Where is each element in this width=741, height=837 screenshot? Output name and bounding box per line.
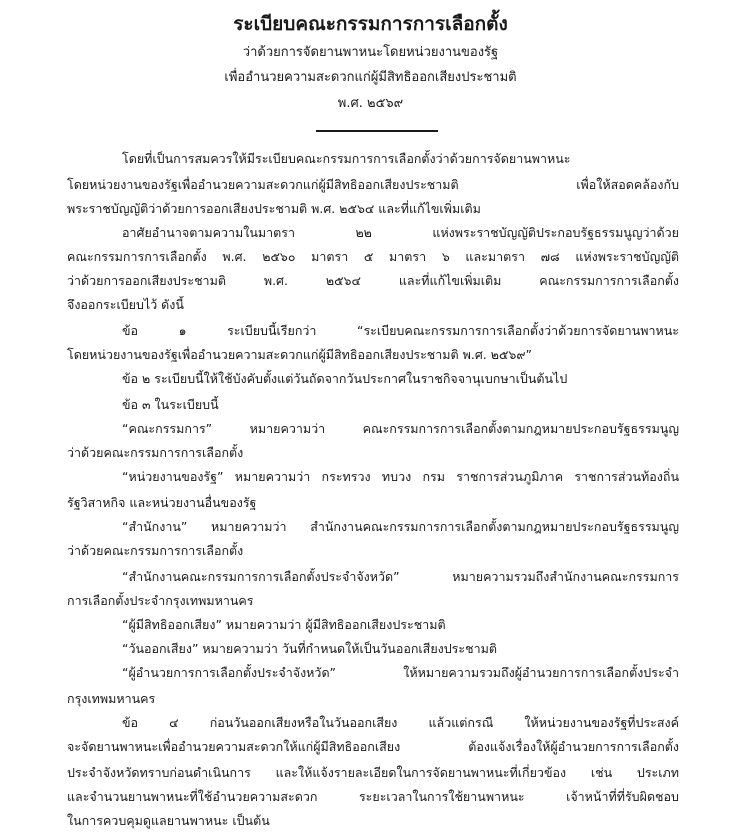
body-line: “หน่วยงานของรัฐ” หมายความว่า กระทรวง ทบวง กรม ราชการส่วนภูมิภาค ราชการส่วนท้องถิ่น bbox=[122, 469, 679, 484]
body-line: และจำนวนยานพาหนะที่ใช้อำนวยความสะดวก ระยะเวลาในการใช้ยานพาหนะ เจ้าหน้าที่ที่รับผิดชอบ bbox=[67, 789, 679, 804]
body-line: ว่าด้วยคณะกรรมการการเลือกตั้ง bbox=[67, 543, 244, 558]
body-line: คณะกรรมการการเลือกตั้ง พ.ศ. ๒๕๖๐ มาตรา ๕ มาตรา ๖ และมาตรา ๗๘ แห่งพระราชบัญญัติ bbox=[67, 249, 679, 264]
body-line: “วันออกเสียง” หมายความว่า วันที่กำหนดให้เป็นวันออกเสียงประชามติ bbox=[122, 641, 497, 656]
body-line: การเลือกตั้งประจำกรุงเทพมหานคร bbox=[67, 593, 254, 608]
body-line: “ผู้อำนวยการการเลือกตั้งประจำจังหวัด” ให้หมายความรวมถึงผู้อำนวยการการเลือกตั้งประจำ bbox=[122, 665, 679, 680]
body-line: จึงออกระเบียบไว้ ดังนี้ bbox=[67, 297, 184, 312]
body-line: โดยหน่วยงานของรัฐเพื่ออำนวยความสะดวกแก่ผู้มีสิทธิออกเสียงประชามติ พ.ศ. ๒๕๖๙” bbox=[67, 347, 532, 362]
body-line: โดยหน่วยงานของรัฐเพื่ออำนวยความสะดวกแก่ผู้มีสิทธิออกเสียงประชามติ เพื่อให้สอดคล้องกับ bbox=[67, 177, 679, 192]
body-line: ประจำจังหวัดทราบก่อนดำเนินการ และให้แจ้งรายละเอียดในการจัดยานพาหนะที่เกี่ยวข้อง เช่น ประเภท bbox=[67, 765, 679, 780]
body-line: ว่าด้วยคณะกรรมการการเลือกตั้ง bbox=[67, 445, 244, 460]
document-subtitle-2: เพื่ออำนวยความสะดวกแก่ผู้มีสิทธิออกเสียงประชามติ bbox=[224, 70, 517, 85]
document-title: ระเบียบคณะกรรมการการเลือกตั้ง bbox=[233, 13, 508, 35]
body-line: จะจัดยานพาหนะเพื่ออำนวยความสะดวกให้แก่ผู้มีสิทธิออกเสียง ต้องแจ้งเรื่องให้ผู้อำนวยการการเลือกตั้ง bbox=[67, 739, 679, 754]
body-line: โดยที่เป็นการสมควรให้มีระเบียบคณะกรรมการการเลือกตั้งว่าด้วยการจัดยานพาหนะ bbox=[122, 151, 571, 166]
title-divider bbox=[316, 130, 438, 132]
body-line: ว่าด้วยการออกเสียงประชามติ พ.ศ. ๒๕๖๔ และที่แก้ไขเพิ่มเติม คณะกรรมการการเลือกตั้ง bbox=[67, 273, 679, 288]
body-line: ข้อ ๒ ระเบียบนี้ให้ใช้บังคับตั้งแต่วันถัดจากวันประกาศในราชกิจจานุเบกษาเป็นต้นไป bbox=[122, 371, 568, 386]
body-line: “คณะกรรมการ” หมายความว่า คณะกรรมการการเลือกตั้งตามกฎหมายประกอบรัฐธรรมนูญ bbox=[122, 421, 679, 436]
body-line: ข้อ ๔ ก่อนวันออกเสียงหรือในวันออกเสียง แล้วแต่กรณี ให้หน่วยงานของรัฐที่ประสงค์ bbox=[122, 715, 679, 730]
body-line: พระราชบัญญัติว่าด้วยการออกเสียงประชามติ พ.ศ. ๒๕๖๔ และที่แก้ไขเพิ่มเติม bbox=[67, 201, 481, 216]
document-subtitle-1: ว่าด้วยการจัดยานพาหนะโดยหน่วยงานของรัฐ bbox=[242, 45, 499, 60]
body-line: อาศัยอำนาจตามความในมาตรา ๒๒ แห่งพระราชบัญญัติประกอบรัฐธรรมนูญว่าด้วย bbox=[122, 225, 679, 240]
document-year: พ.ศ. ๒๕๖๙ bbox=[337, 96, 404, 111]
body-line: ข้อ ๑ ระเบียบนี้เรียกว่า “ระเบียบคณะกรรมการการเลือกตั้งว่าด้วยการจัดยานพาหนะ bbox=[122, 323, 679, 338]
body-line: “สำนักงานคณะกรรมการการเลือกตั้งประจำจังหวัด” หมายความรวมถึงสำนักงานคณะกรรมการ bbox=[122, 569, 679, 584]
body-line: ในการควบคุมดูแลยานพาหนะ เป็นต้น bbox=[67, 813, 270, 828]
body-line: “ผู้มีสิทธิออกเสียง” หมายความว่า ผู้มีสิทธิออกเสียงประชามติ bbox=[122, 617, 446, 632]
body-line: กรุงเทพมหานคร bbox=[67, 691, 156, 706]
body-line: รัฐวิสาหกิจ และหน่วยงานอื่นของรัฐ bbox=[67, 495, 257, 510]
body-line: “สำนักงาน” หมายความว่า สำนักงานคณะกรรมการการเลือกตั้งตามกฎหมายประกอบรัฐธรรมนูญ bbox=[122, 519, 679, 534]
body-line: ข้อ ๓ ในระเบียบนี้ bbox=[122, 397, 219, 412]
